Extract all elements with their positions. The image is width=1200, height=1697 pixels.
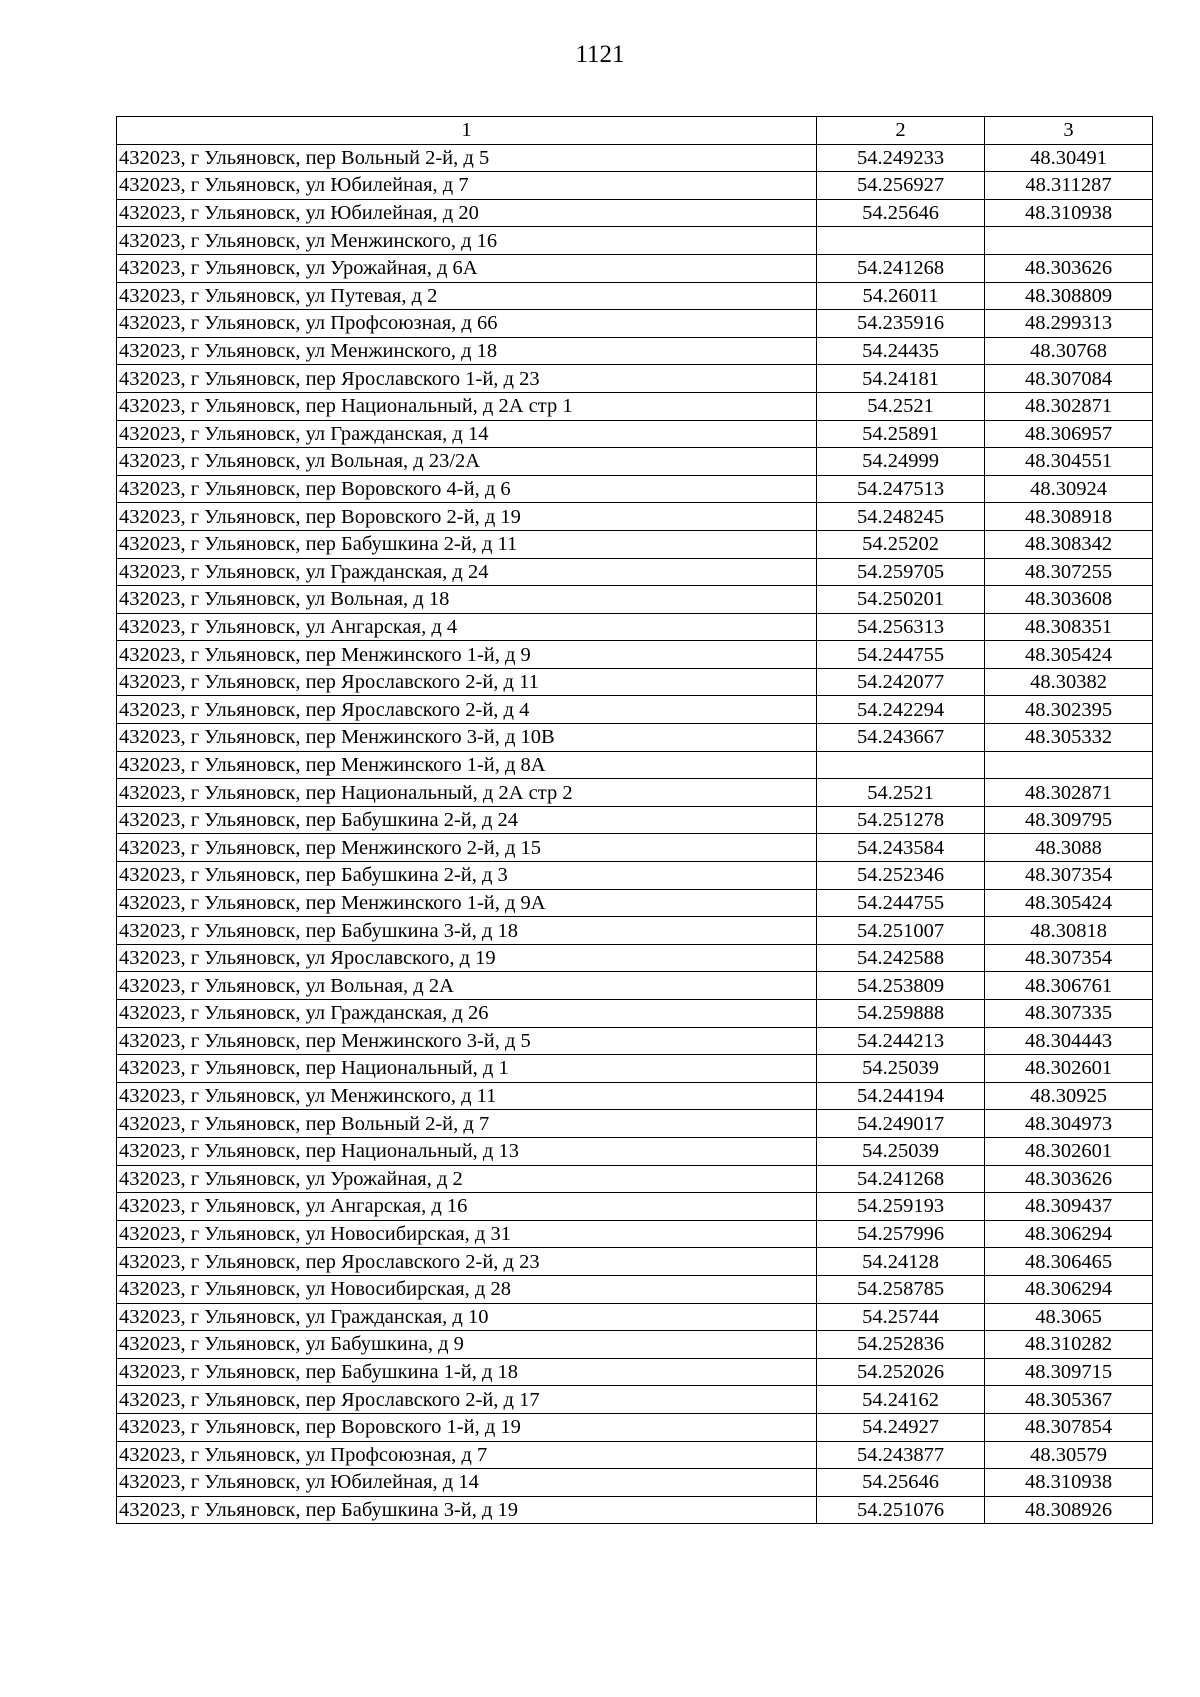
longitude-cell: 48.302395 <box>985 696 1153 724</box>
longitude-cell: 48.30382 <box>985 668 1153 696</box>
address-cell: 432023, г Ульяновск, пер Бабушкина 1-й, д 18 <box>117 1358 817 1386</box>
latitude-cell: 54.251007 <box>817 917 985 945</box>
latitude-cell: 54.24999 <box>817 448 985 476</box>
table-row <box>117 1027 1153 1055</box>
longitude-cell: 48.308918 <box>985 503 1153 531</box>
table-row <box>117 530 1153 558</box>
table-row <box>117 1000 1153 1028</box>
latitude-cell: 54.26011 <box>817 282 985 310</box>
longitude-cell: 48.307354 <box>985 862 1153 890</box>
address-cell: 432023, г Ульяновск, ул Вольная, д 23/2А <box>117 448 817 476</box>
address-cell: 432023, г Ульяновск, пер Национальный, д 1 <box>117 1055 817 1083</box>
longitude-cell: 48.302601 <box>985 1137 1153 1165</box>
table-row <box>117 337 1153 365</box>
table-row <box>117 972 1153 1000</box>
longitude-cell: 48.304973 <box>985 1110 1153 1138</box>
table-row <box>117 199 1153 227</box>
address-cell: 432023, г Ульяновск, пер Менжинского 1-й, д 9 <box>117 641 817 669</box>
address-cell: 432023, г Ульяновск, ул Гражданская, д 10 <box>117 1303 817 1331</box>
table-row <box>117 1165 1153 1193</box>
longitude-cell: 48.308351 <box>985 613 1153 641</box>
table-row <box>117 917 1153 945</box>
longitude-cell: 48.305367 <box>985 1386 1153 1414</box>
longitude-cell: 48.305332 <box>985 724 1153 752</box>
latitude-cell: 54.25202 <box>817 530 985 558</box>
longitude-cell: 48.299313 <box>985 310 1153 338</box>
column-header-address: 1 <box>117 117 817 145</box>
latitude-cell: 54.259888 <box>817 1000 985 1028</box>
column-header-latitude: 2 <box>817 117 985 145</box>
table-row <box>117 144 1153 172</box>
address-cell: 432023, г Ульяновск, ул Ярославского, д 19 <box>117 944 817 972</box>
address-cell: 432023, г Ульяновск, пер Национальный, д 2А стр 2 <box>117 779 817 807</box>
address-coordinates-table <box>116 116 1153 1524</box>
longitude-cell: 48.302871 <box>985 392 1153 420</box>
address-cell: 432023, г Ульяновск, пер Бабушкина 2-й, д 11 <box>117 530 817 558</box>
latitude-cell: 54.24927 <box>817 1413 985 1441</box>
table-row <box>117 1413 1153 1441</box>
table-row <box>117 1082 1153 1110</box>
longitude-cell: 48.307255 <box>985 558 1153 586</box>
table-row <box>117 1193 1153 1221</box>
latitude-cell: 54.248245 <box>817 503 985 531</box>
latitude-cell: 54.242588 <box>817 944 985 972</box>
table-row <box>117 889 1153 917</box>
address-cell: 432023, г Ульяновск, ул Вольная, д 2А <box>117 972 817 1000</box>
latitude-cell: 54.243584 <box>817 834 985 862</box>
address-cell: 432023, г Ульяновск, пер Менжинского 2-й, д 15 <box>117 834 817 862</box>
longitude-cell: 48.30818 <box>985 917 1153 945</box>
address-cell: 432023, г Ульяновск, ул Юбилейная, д 14 <box>117 1469 817 1497</box>
longitude-cell: 48.303608 <box>985 586 1153 614</box>
latitude-cell: 54.24162 <box>817 1386 985 1414</box>
address-cell: 432023, г Ульяновск, ул Вольная, д 18 <box>117 586 817 614</box>
address-cell: 432023, г Ульяновск, пер Ярославского 2-й, д 17 <box>117 1386 817 1414</box>
table-row <box>117 1248 1153 1276</box>
latitude-cell: 54.2521 <box>817 392 985 420</box>
longitude-cell: 48.309795 <box>985 806 1153 834</box>
table-row <box>117 1496 1153 1524</box>
table-row <box>117 558 1153 586</box>
table-row <box>117 172 1153 200</box>
table-row <box>117 420 1153 448</box>
latitude-cell: 54.250201 <box>817 586 985 614</box>
table-row <box>117 503 1153 531</box>
longitude-cell: 48.302871 <box>985 779 1153 807</box>
table-row <box>117 944 1153 972</box>
latitude-cell: 54.241268 <box>817 254 985 282</box>
address-cell: 432023, г Ульяновск, ул Новосибирская, д 31 <box>117 1220 817 1248</box>
longitude-cell: 48.310938 <box>985 199 1153 227</box>
latitude-cell: 54.243877 <box>817 1441 985 1469</box>
latitude-cell: 54.259193 <box>817 1193 985 1221</box>
table-row <box>117 310 1153 338</box>
latitude-cell: 54.244213 <box>817 1027 985 1055</box>
latitude-cell: 54.258785 <box>817 1275 985 1303</box>
table-row <box>117 641 1153 669</box>
latitude-cell: 54.259705 <box>817 558 985 586</box>
table-row <box>117 834 1153 862</box>
table-row <box>117 365 1153 393</box>
table-row <box>117 1331 1153 1359</box>
address-cell: 432023, г Ульяновск, пер Менжинского 3-й, д 5 <box>117 1027 817 1055</box>
latitude-cell <box>817 751 985 779</box>
table-row <box>117 254 1153 282</box>
longitude-cell: 48.306957 <box>985 420 1153 448</box>
address-cell: 432023, г Ульяновск, пер Менжинского 1-й, д 8А <box>117 751 817 779</box>
latitude-cell: 54.252346 <box>817 862 985 890</box>
latitude-cell: 54.249233 <box>817 144 985 172</box>
address-cell: 432023, г Ульяновск, пер Менжинского 1-й, д 9А <box>117 889 817 917</box>
table-row <box>117 1303 1153 1331</box>
table-row <box>117 751 1153 779</box>
longitude-cell: 48.310282 <box>985 1331 1153 1359</box>
longitude-cell: 48.307335 <box>985 1000 1153 1028</box>
longitude-cell: 48.306294 <box>985 1220 1153 1248</box>
latitude-cell: 54.249017 <box>817 1110 985 1138</box>
latitude-cell: 54.25039 <box>817 1055 985 1083</box>
longitude-cell: 48.309437 <box>985 1193 1153 1221</box>
column-header-longitude: 3 <box>985 117 1153 145</box>
address-cell: 432023, г Ульяновск, ул Юбилейная, д 7 <box>117 172 817 200</box>
table-row <box>117 1137 1153 1165</box>
latitude-cell: 54.25646 <box>817 199 985 227</box>
longitude-cell: 48.30768 <box>985 337 1153 365</box>
table-row <box>117 1386 1153 1414</box>
table-body <box>117 144 1153 1524</box>
address-cell: 432023, г Ульяновск, пер Бабушкина 3-й, д 19 <box>117 1496 817 1524</box>
latitude-cell: 54.24435 <box>817 337 985 365</box>
latitude-cell: 54.242077 <box>817 668 985 696</box>
latitude-cell: 54.24181 <box>817 365 985 393</box>
table-header-row <box>117 117 1153 145</box>
address-cell: 432023, г Ульяновск, пер Ярославского 2-й, д 11 <box>117 668 817 696</box>
address-cell: 432023, г Ульяновск, пер Национальный, д 13 <box>117 1137 817 1165</box>
longitude-cell: 48.309715 <box>985 1358 1153 1386</box>
longitude-cell: 48.303626 <box>985 1165 1153 1193</box>
latitude-cell: 54.256313 <box>817 613 985 641</box>
table-row <box>117 724 1153 752</box>
address-cell: 432023, г Ульяновск, ул Менжинского, д 11 <box>117 1082 817 1110</box>
address-cell: 432023, г Ульяновск, пер Национальный, д 2А стр 1 <box>117 392 817 420</box>
latitude-cell <box>817 227 985 255</box>
table-row <box>117 668 1153 696</box>
longitude-cell <box>985 751 1153 779</box>
longitude-cell: 48.3088 <box>985 834 1153 862</box>
longitude-cell: 48.308809 <box>985 282 1153 310</box>
longitude-cell: 48.30924 <box>985 475 1153 503</box>
latitude-cell: 54.247513 <box>817 475 985 503</box>
address-cell: 432023, г Ульяновск, ул Гражданская, д 26 <box>117 1000 817 1028</box>
address-cell: 432023, г Ульяновск, ул Урожайная, д 6А <box>117 254 817 282</box>
address-cell: 432023, г Ульяновск, пер Менжинского 3-й, д 10В <box>117 724 817 752</box>
table-row <box>117 1358 1153 1386</box>
latitude-cell: 54.244194 <box>817 1082 985 1110</box>
latitude-cell: 54.252026 <box>817 1358 985 1386</box>
latitude-cell: 54.25744 <box>817 1303 985 1331</box>
address-cell: 432023, г Ульяновск, ул Урожайная, д 2 <box>117 1165 817 1193</box>
table-row <box>117 613 1153 641</box>
table-row <box>117 1110 1153 1138</box>
address-cell: 432023, г Ульяновск, пер Ярославского 2-й, д 4 <box>117 696 817 724</box>
table-row <box>117 1275 1153 1303</box>
address-cell: 432023, г Ульяновск, пер Воровского 1-й, д 19 <box>117 1413 817 1441</box>
latitude-cell: 54.2521 <box>817 779 985 807</box>
longitude-cell: 48.306294 <box>985 1275 1153 1303</box>
latitude-cell: 54.244755 <box>817 641 985 669</box>
table-row <box>117 586 1153 614</box>
table-row <box>117 392 1153 420</box>
longitude-cell: 48.304443 <box>985 1027 1153 1055</box>
address-cell: 432023, г Ульяновск, пер Бабушкина 2-й, д 3 <box>117 862 817 890</box>
longitude-cell: 48.302601 <box>985 1055 1153 1083</box>
table-row <box>117 1441 1153 1469</box>
latitude-cell: 54.257996 <box>817 1220 985 1248</box>
latitude-cell: 54.25891 <box>817 420 985 448</box>
table-row <box>117 448 1153 476</box>
latitude-cell: 54.256927 <box>817 172 985 200</box>
longitude-cell: 48.30491 <box>985 144 1153 172</box>
latitude-cell: 54.235916 <box>817 310 985 338</box>
latitude-cell: 54.243667 <box>817 724 985 752</box>
longitude-cell: 48.308342 <box>985 530 1153 558</box>
longitude-cell: 48.307084 <box>985 365 1153 393</box>
longitude-cell: 48.307354 <box>985 944 1153 972</box>
address-cell: 432023, г Ульяновск, ул Гражданская, д 14 <box>117 420 817 448</box>
address-cell: 432023, г Ульяновск, ул Гражданская, д 24 <box>117 558 817 586</box>
latitude-cell: 54.251278 <box>817 806 985 834</box>
longitude-cell: 48.305424 <box>985 889 1153 917</box>
latitude-cell: 54.253809 <box>817 972 985 1000</box>
table-row <box>117 696 1153 724</box>
address-cell: 432023, г Ульяновск, ул Новосибирская, д 28 <box>117 1275 817 1303</box>
longitude-cell: 48.311287 <box>985 172 1153 200</box>
address-cell: 432023, г Ульяновск, пер Бабушкина 2-й, д 24 <box>117 806 817 834</box>
address-cell: 432023, г Ульяновск, пер Ярославского 1-й, д 23 <box>117 365 817 393</box>
address-cell: 432023, г Ульяновск, пер Бабушкина 3-й, д 18 <box>117 917 817 945</box>
longitude-cell: 48.310938 <box>985 1469 1153 1497</box>
address-cell: 432023, г Ульяновск, ул Профсоюзная, д 66 <box>117 310 817 338</box>
longitude-cell: 48.304551 <box>985 448 1153 476</box>
table-row <box>117 779 1153 807</box>
table-row <box>117 475 1153 503</box>
longitude-cell: 48.308926 <box>985 1496 1153 1524</box>
longitude-cell: 48.30925 <box>985 1082 1153 1110</box>
latitude-cell: 54.25039 <box>817 1137 985 1165</box>
longitude-cell: 48.306761 <box>985 972 1153 1000</box>
latitude-cell: 54.251076 <box>817 1496 985 1524</box>
address-cell: 432023, г Ульяновск, ул Профсоюзная, д 7 <box>117 1441 817 1469</box>
longitude-cell: 48.305424 <box>985 641 1153 669</box>
longitude-cell: 48.3065 <box>985 1303 1153 1331</box>
longitude-cell: 48.30579 <box>985 1441 1153 1469</box>
table-row <box>117 1469 1153 1497</box>
address-cell: 432023, г Ульяновск, ул Ангарская, д 4 <box>117 613 817 641</box>
latitude-cell: 54.244755 <box>817 889 985 917</box>
latitude-cell: 54.252836 <box>817 1331 985 1359</box>
table-row <box>117 806 1153 834</box>
table-row <box>117 1220 1153 1248</box>
address-cell: 432023, г Ульяновск, пер Ярославского 2-й, д 23 <box>117 1248 817 1276</box>
address-cell: 432023, г Ульяновск, пер Вольный 2-й, д 5 <box>117 144 817 172</box>
address-cell: 432023, г Ульяновск, ул Юбилейная, д 20 <box>117 199 817 227</box>
page-number: 1121 <box>575 41 625 68</box>
address-cell: 432023, г Ульяновск, пер Вольный 2-й, д 7 <box>117 1110 817 1138</box>
latitude-cell: 54.24128 <box>817 1248 985 1276</box>
table-row <box>117 862 1153 890</box>
longitude-cell <box>985 227 1153 255</box>
address-cell: 432023, г Ульяновск, ул Путевая, д 2 <box>117 282 817 310</box>
latitude-cell: 54.241268 <box>817 1165 985 1193</box>
longitude-cell: 48.307854 <box>985 1413 1153 1441</box>
address-cell: 432023, г Ульяновск, ул Менжинского, д 16 <box>117 227 817 255</box>
address-cell: 432023, г Ульяновск, пер Воровского 4-й, д 6 <box>117 475 817 503</box>
latitude-cell: 54.242294 <box>817 696 985 724</box>
address-cell: 432023, г Ульяновск, ул Менжинского, д 18 <box>117 337 817 365</box>
longitude-cell: 48.303626 <box>985 254 1153 282</box>
address-cell: 432023, г Ульяновск, ул Ангарская, д 16 <box>117 1193 817 1221</box>
address-cell: 432023, г Ульяновск, ул Бабушкина, д 9 <box>117 1331 817 1359</box>
address-cell: 432023, г Ульяновск, пер Воровского 2-й, д 19 <box>117 503 817 531</box>
latitude-cell: 54.25646 <box>817 1469 985 1497</box>
table-row <box>117 282 1153 310</box>
table-row <box>117 227 1153 255</box>
table-row <box>117 1055 1153 1083</box>
longitude-cell: 48.306465 <box>985 1248 1153 1276</box>
